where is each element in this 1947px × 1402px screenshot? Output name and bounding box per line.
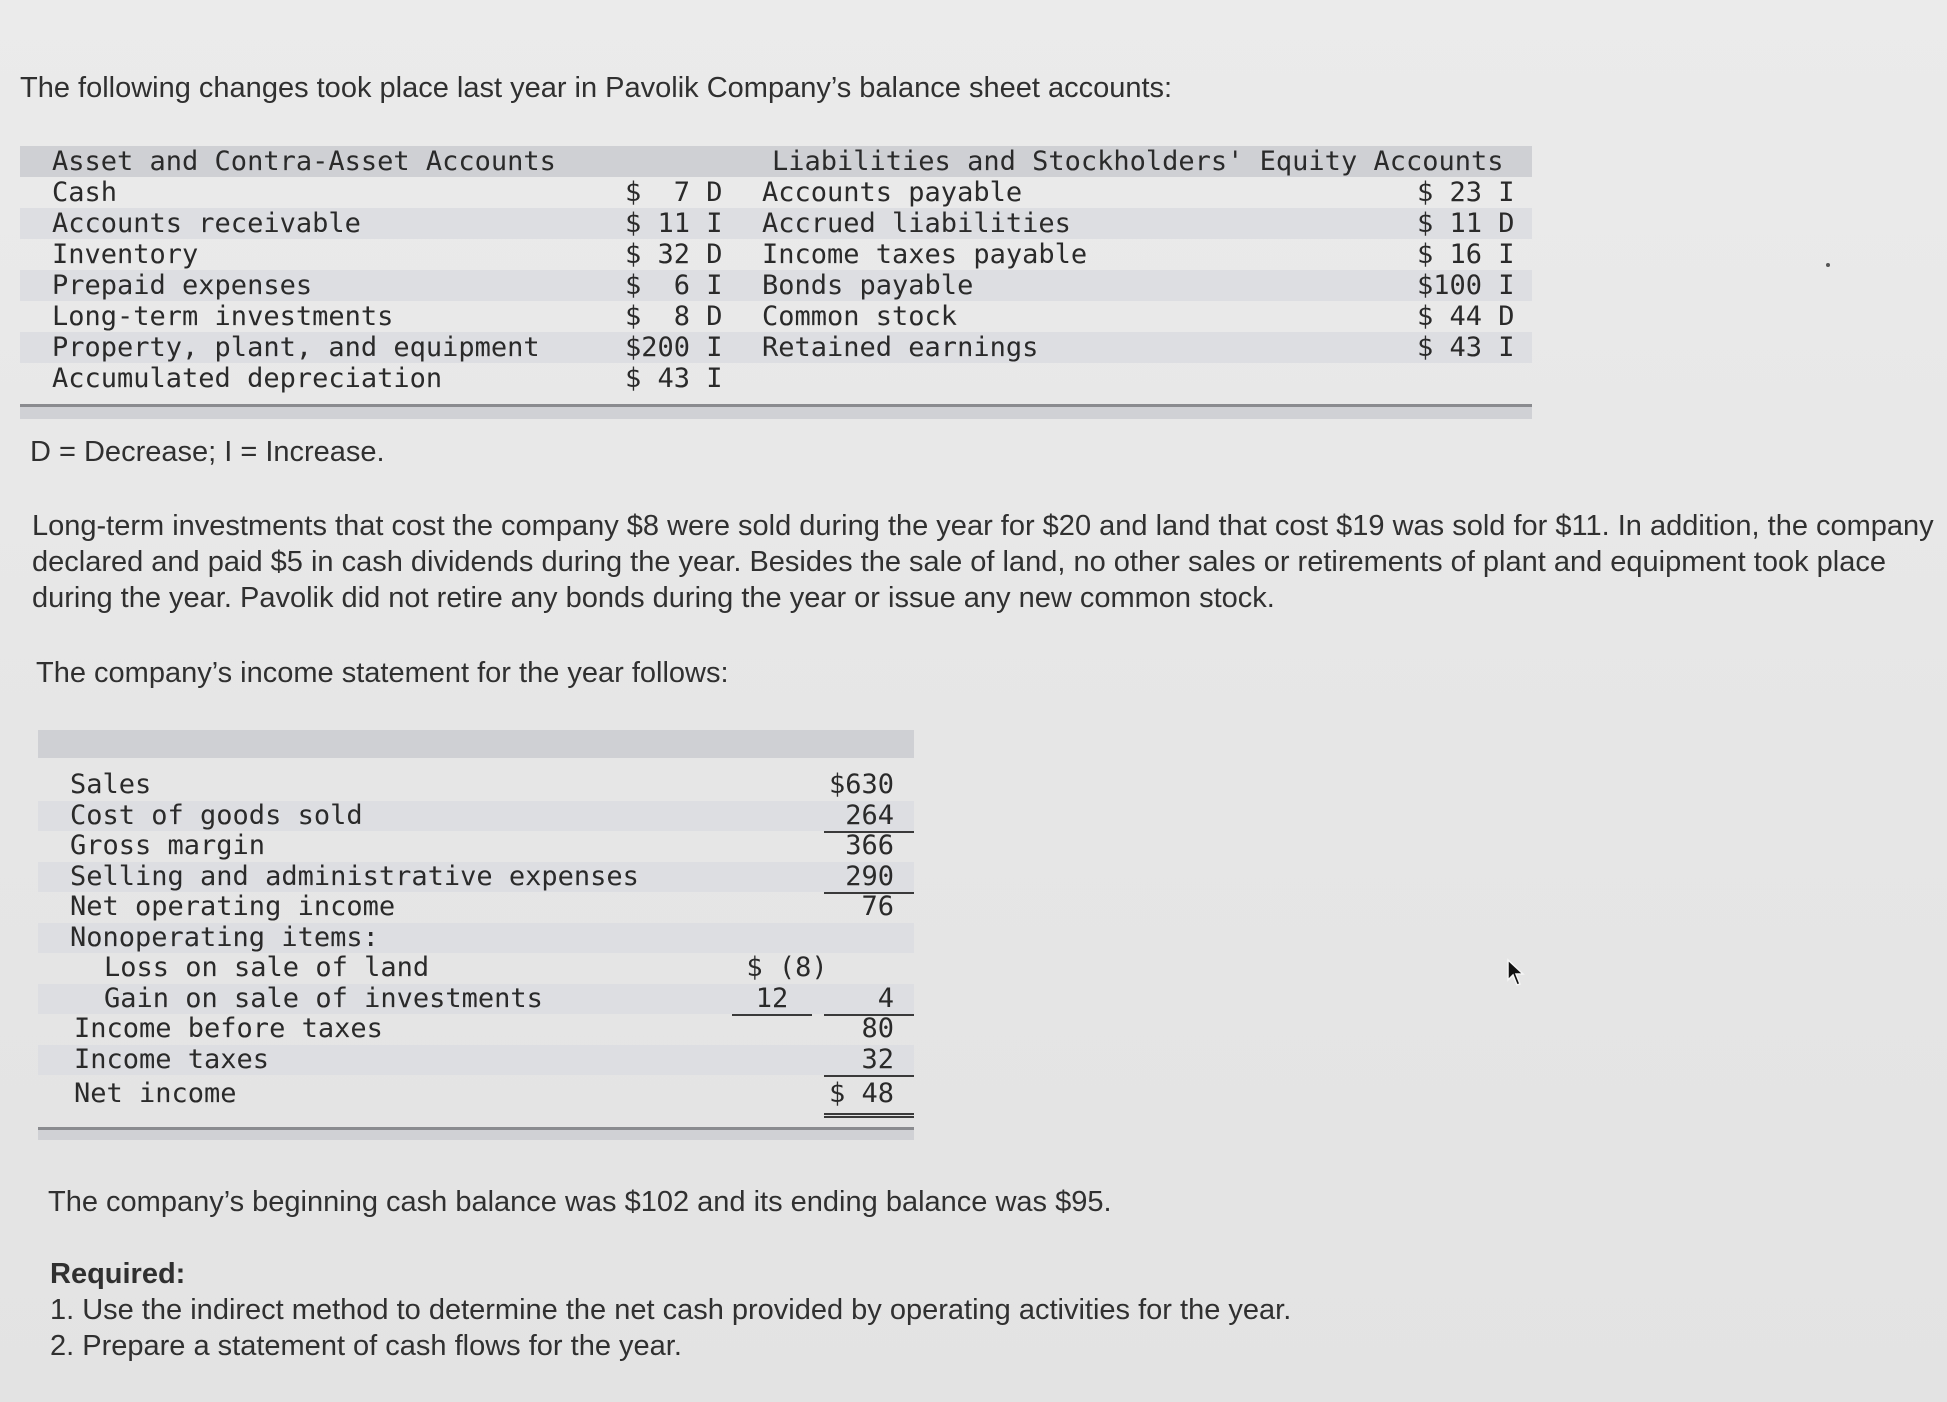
row-value: 366 <box>845 830 894 861</box>
row-value: 76 <box>861 891 894 922</box>
asset-name: Inventory <box>52 239 199 270</box>
table-row <box>20 332 1532 363</box>
liability-change: $ 43 I <box>1417 332 1515 363</box>
liability-change: $ 23 I <box>1417 177 1515 208</box>
row-label: Loss on sale of land <box>104 952 430 983</box>
required-item-2: 2. Prepare a statement of cash flows for the year. <box>50 1330 682 1362</box>
table-bottom-border <box>20 404 1532 419</box>
asset-name: Property, plant, and equipment <box>52 332 540 363</box>
asset-name: Long-term investments <box>52 301 394 332</box>
row-label: Net operating income <box>70 891 396 922</box>
table-row <box>38 1075 914 1113</box>
asset-change: $ 6 I <box>625 270 723 301</box>
table-row <box>38 831 914 862</box>
liability-change: $100 I <box>1417 270 1515 301</box>
description-paragraph: Long-term investments that cost the company $8 were sold during the year for $20 and land that cost $19 was sold for $11. In addition, the company declared and paid $5 in cash dividends during the year. Besides the sale of land, no other sales or retirements of plant and equipment took place during the year. Pavolik did not retire any bonds during the year or issue any new common stock. <box>32 510 1934 614</box>
liability-name: Retained earnings <box>762 332 1039 363</box>
liability-change: $ 11 D <box>1417 208 1515 239</box>
required-item-1: 1. Use the indirect method to determine the net cash provided by operating activities for the year. <box>50 1294 1292 1326</box>
table-row <box>38 984 914 1015</box>
row-label: Gain on sale of investments <box>104 982 543 1014</box>
table-row <box>20 239 1532 270</box>
row-label: Net income <box>74 1078 237 1109</box>
table-row <box>38 801 914 832</box>
table-row <box>38 770 914 801</box>
asset-change: $ 11 I <box>625 208 723 239</box>
table-row <box>20 177 1532 208</box>
table-row <box>20 270 1532 301</box>
table-row <box>20 301 1532 332</box>
asset-change: $ 32 D <box>625 239 723 270</box>
asset-name: Cash <box>52 177 118 208</box>
row-label: Cost of goods sold <box>70 799 363 831</box>
asset-change: $ 7 D <box>625 177 723 208</box>
balance-sheet-header <box>20 146 1532 177</box>
asset-name: Prepaid expenses <box>52 270 313 301</box>
liability-name: Common stock <box>762 301 958 332</box>
table-row <box>38 953 914 984</box>
legend-text: D = Decrease; I = Increase. <box>30 436 385 468</box>
asset-change: $ 43 I <box>625 363 723 394</box>
row-subvalue: 12 <box>732 984 812 1017</box>
table-row <box>38 923 914 954</box>
row-value: 290 <box>824 862 914 895</box>
row-value: 80 <box>861 1013 894 1044</box>
row-label: Gross margin <box>70 830 266 861</box>
asset-name: Accumulated depreciation <box>52 363 443 394</box>
screen-speck <box>1826 263 1830 267</box>
table-row <box>38 892 914 923</box>
row-value: 264 <box>824 801 914 834</box>
cash-balance-text: The company’s beginning cash balance was $102 and its ending balance was $95. <box>48 1186 1112 1218</box>
table-row <box>38 862 914 893</box>
row-label: Income before taxes <box>74 1013 383 1044</box>
balance-sheet-table <box>20 146 1532 419</box>
income-statement-table <box>38 730 914 1140</box>
income-statement-header <box>38 730 914 758</box>
liability-name: Accounts payable <box>762 177 1023 208</box>
table-row <box>38 1045 914 1076</box>
row-value: $630 <box>828 769 894 800</box>
table-bottom-border <box>38 1127 914 1140</box>
row-label: Income taxes <box>74 1043 270 1075</box>
income-intro-text: The company’s income statement for the year follows: <box>36 657 729 689</box>
liability-header: Liabilities and Stockholders' Equity Accounts <box>772 146 1504 177</box>
asset-change: $ 8 D <box>625 301 723 332</box>
table-row <box>20 363 1532 394</box>
mouse-pointer-icon <box>1506 958 1528 988</box>
liability-change: $ 16 I <box>1417 239 1515 270</box>
row-subvalue: $ (8) <box>746 952 828 983</box>
row-label: Selling and administrative expenses <box>70 860 639 892</box>
liability-name: Income taxes payable <box>762 239 1088 270</box>
table-row <box>38 1014 914 1045</box>
liability-change: $ 44 D <box>1417 301 1515 332</box>
intro-text: The following changes took place last year in Pavolik Company’s balance sheet accounts: <box>20 72 1173 104</box>
liability-name: Bonds payable <box>762 270 974 301</box>
required-section <box>50 1256 1291 1364</box>
asset-change: $200 I <box>625 332 723 363</box>
required-title: Required: <box>50 1258 186 1290</box>
table-row <box>20 208 1532 239</box>
asset-name: Accounts receivable <box>52 208 361 239</box>
row-label: Nonoperating items: <box>70 921 379 953</box>
asset-header: Asset and Contra-Asset Accounts <box>52 146 556 177</box>
row-label: Sales <box>70 769 152 800</box>
row-value: $ 48 <box>824 1075 914 1118</box>
row-value: 4 <box>824 984 914 1017</box>
liability-name: Accrued liabilities <box>762 208 1071 239</box>
row-value: 32 <box>824 1045 914 1078</box>
